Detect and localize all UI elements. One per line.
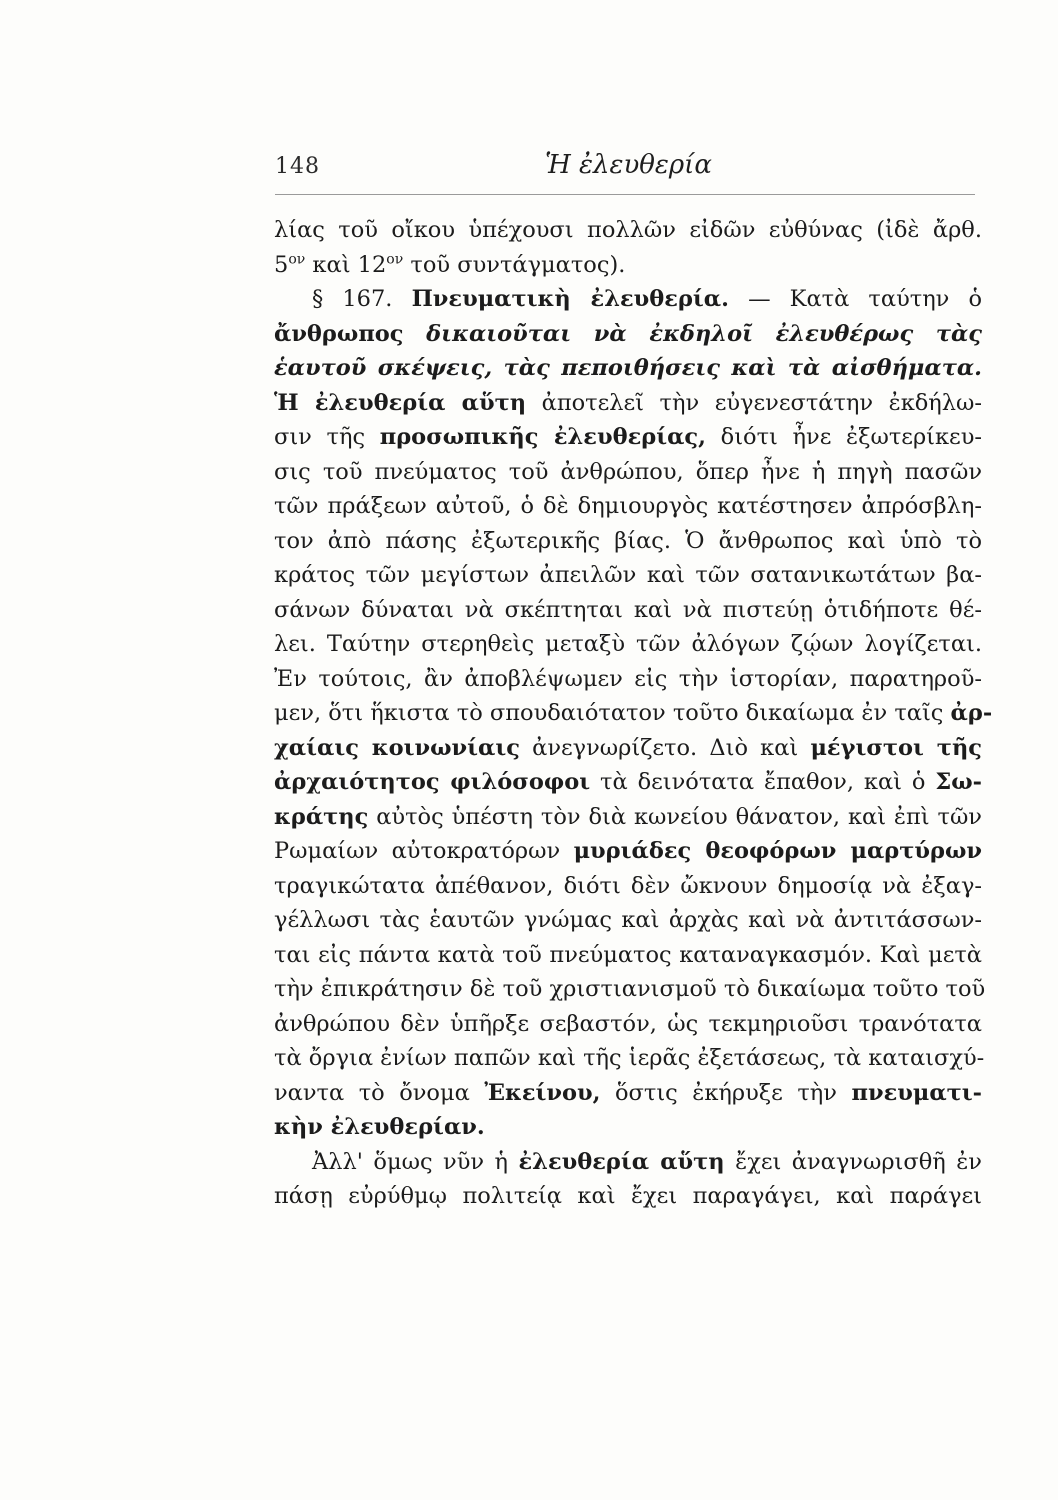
text-line: λει. Ταύτην στερηθεὶς μεταξὺ τῶν ἀλόγων ζῴων λογίζεται.: [274, 631, 982, 657]
text-line: $5^{o\nu}$ καὶ $12^{o\nu}$ τοῦ συντάγματος).: [274, 251, 626, 278]
header-rule: [275, 194, 975, 195]
running-title: Ἡ ἐλευθερία: [545, 150, 712, 180]
text-line: χαίαις κοινωνίαις ἀνεγνωρίζετο. Διὸ καὶ μέγιστοι τῆς: [274, 734, 983, 761]
text-line: ναντα τὸ ὄνομα Ἐκείνου, ὅστις ἐκήρυξε τὴν πνευματι-: [274, 1079, 983, 1106]
text-line: μεν, ὅτι ἥκιστα τὸ σπουδαιότατον τοῦτο δικαίωμα ἐν ταῖς ἀρ-: [274, 700, 993, 726]
text-line: λίας τοῦ οἴκου ὑπέχουσι πολλῶν εἰδῶν εὐθύνας (ἰδὲ ἄρθ.: [274, 217, 982, 243]
text-line: Ἀλλ' ὅμως νῦν ἡ ἐλευθερία αὕτη ἔχει ἀναγνωρισθῆ ἐν: [312, 1148, 982, 1175]
body-text: [274, 213, 993, 1214]
text-line: ἀρχαιότητος φιλόσοφοι τὰ δεινότατα ἔπαθον, καὶ ὁ Σω-: [274, 769, 982, 795]
text-line: Ἡ ἐλευθερία αὕτη ἀποτελεῖ τὴν εὐγενεστάτην ἐκδήλω-: [274, 389, 982, 416]
text-line: τὴν ἐπικράτησιν δὲ τοῦ χριστιανισμοῦ τὸ δικαίωμα τοῦτο τοῦ: [274, 976, 986, 1002]
section-number: § 167.: [312, 286, 412, 312]
text-line: Ἐν τούτοις, ἂν ἀποβλέψωμεν εἰς τὴν ἱστορίαν, παρατηροῦ-: [274, 665, 982, 692]
text-line: ἄνθρωπος δικαιοῦται νὰ ἐκδηλοῖ ἐλευθέρως τὰς: [274, 320, 982, 347]
text-line: Ρωμαίων αὐτοκρατόρων μυριάδες θεοφόρων μαρτύρων: [274, 838, 982, 864]
text-line: ται εἰς πάντα κατὰ τοῦ πνεύματος καταναγκασμόν. Καὶ μετὰ: [274, 941, 982, 968]
text-line: τὰ ὄργια ἐνίων παπῶν καὶ τῆς ἱερᾶς ἐξετάσεως, τὰ καταισχύ-: [274, 1045, 985, 1071]
text-line: ἀνθρώπου δὲν ὑπῆρξε σεβαστόν, ὡς τεκμηριοῦσι τρανότατα: [274, 1010, 982, 1037]
text-line: σιν τῆς προσωπικῆς ἐλευθερίας, διότι ἦνε ἐξωτερίκευ-: [274, 424, 982, 450]
text-line: τον ἀπὸ πάσης ἐξωτερικῆς βίας. Ὁ ἄνθρωπος καὶ ὑπὸ τὸ: [274, 527, 982, 554]
text-line: γέλλωσι τὰς ἑαυτῶν γνώμας καὶ ἀρχὰς καὶ νὰ ἀντιτάσσων-: [274, 907, 982, 933]
page-number: 148: [275, 154, 320, 179]
text-line: σις τοῦ πνεύματος τοῦ ἀνθρώπου, ὅπερ ἦνε ἡ πηγὴ πασῶν: [274, 458, 982, 485]
text-line: τραγικώτατα ἀπέθανον, διότι δὲν ὤκνουν δημοσίᾳ νὰ ἐξαγ-: [274, 872, 982, 899]
text-line: σάνων δύναται νὰ σκέπτηται καὶ νὰ πιστεύῃ ὁτιδήποτε θέ-: [274, 596, 982, 623]
text-line: τῶν πράξεων αὐτοῦ, ὁ δὲ δημιουργὸς κατέστησεν ἀπρόσβλη-: [274, 493, 982, 519]
running-header: [275, 150, 975, 190]
text-line: πάσῃ εὐρύθμῳ πολιτείᾳ καὶ ἔχει παραγάγει, καὶ παράγει: [274, 1183, 982, 1209]
text-line: κράτης αὐτὸς ὑπέστη τὸν διὰ κωνείου θάνατον, καὶ ἐπὶ τῶν: [274, 803, 982, 830]
section-heading-line: § 167. Πνευματικὴ ἐλευθερία. — Κατὰ ταύτην ὁ: [312, 286, 982, 312]
section-title: Πνευματικὴ ἐλευθερία.: [411, 286, 729, 312]
text-line: κὴν ἐλευθερίαν.: [274, 1114, 485, 1140]
text-line: κράτος τῶν μεγίστων ἀπειλῶν καὶ τῶν σατανικωτάτων βα-: [274, 562, 982, 588]
text-line: ἑαυτοῦ σκέψεις, τὰς πεποιθήσεις καὶ τὰ αἰσθήματα.: [274, 355, 982, 381]
